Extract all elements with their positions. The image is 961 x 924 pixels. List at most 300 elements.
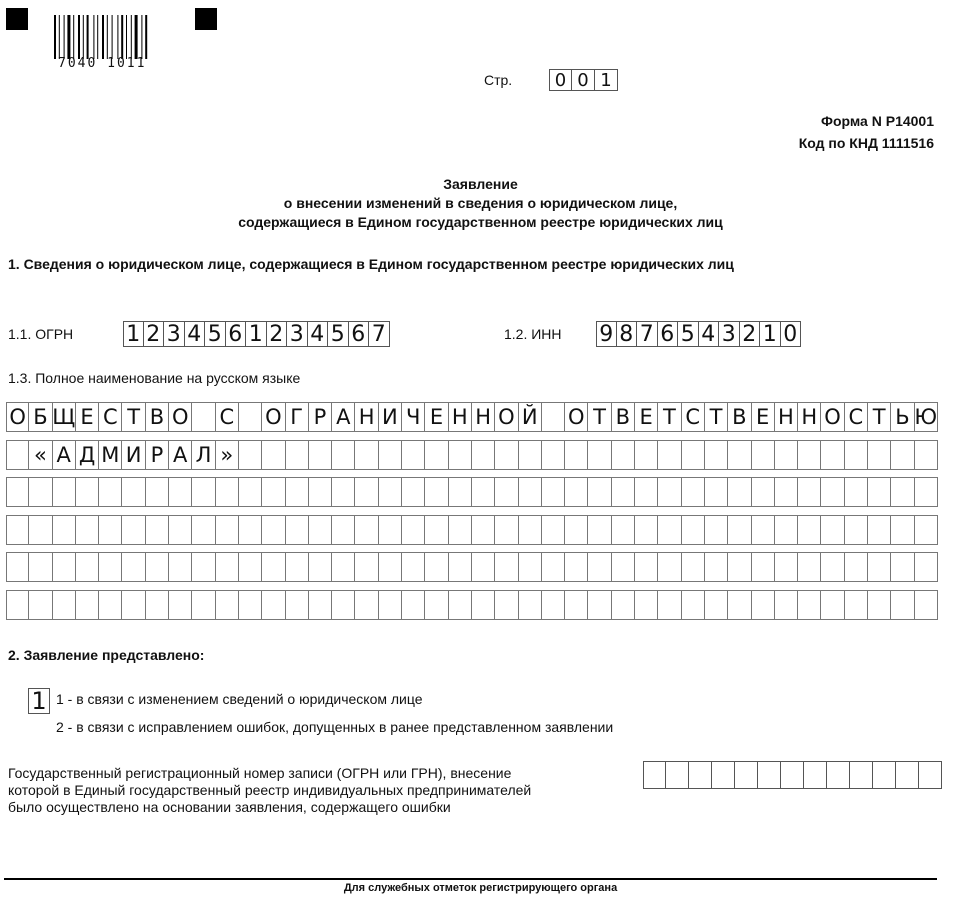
section1-heading: 1. Сведения о юридическом лице, содержащиеся в Едином государственном реестре юридических лиц bbox=[8, 256, 734, 272]
name-char-cell bbox=[682, 590, 705, 620]
name-char-cell: С bbox=[99, 402, 122, 432]
name-char-cell: Н bbox=[775, 402, 798, 432]
name-char-cell bbox=[565, 515, 588, 545]
name-char-cell bbox=[798, 440, 821, 470]
name-row[interactable] bbox=[6, 590, 938, 620]
name-char-cell bbox=[752, 552, 775, 582]
name-char-cell: Н bbox=[355, 402, 378, 432]
page-number-cells[interactable] bbox=[549, 69, 618, 91]
name-char-cell bbox=[332, 477, 355, 507]
name-char-cell bbox=[612, 477, 635, 507]
name-char-cell: « bbox=[29, 440, 52, 470]
name-char-cell: Т bbox=[122, 402, 145, 432]
name-char-cell bbox=[775, 477, 798, 507]
name-char-cell: А bbox=[53, 440, 76, 470]
name-char-cell bbox=[332, 552, 355, 582]
name-char-cell: Й bbox=[519, 402, 542, 432]
name-char-cell bbox=[402, 440, 425, 470]
name-char-cell bbox=[752, 440, 775, 470]
name-char-cell bbox=[146, 477, 169, 507]
name-char-cell bbox=[845, 477, 868, 507]
full-name-label: 1.3. Полное наименование на русском языке bbox=[8, 370, 301, 386]
name-char-cell bbox=[99, 590, 122, 620]
name-char-cell bbox=[588, 590, 611, 620]
name-char-cell bbox=[915, 552, 938, 582]
name-char-cell: О bbox=[565, 402, 588, 432]
name-char-cell bbox=[915, 477, 938, 507]
name-char-cell bbox=[309, 477, 332, 507]
name-char-cell bbox=[192, 552, 215, 582]
ogrn-field[interactable] bbox=[123, 321, 390, 347]
title-line: содержащиеся в Едином государственном реестре юридических лиц bbox=[238, 214, 723, 230]
grn-digit bbox=[712, 761, 735, 789]
name-char-cell bbox=[216, 515, 239, 545]
name-char-cell bbox=[99, 552, 122, 582]
name-char-cell bbox=[495, 477, 518, 507]
grn-digit bbox=[919, 761, 942, 789]
name-char-cell bbox=[425, 552, 448, 582]
grn-digit bbox=[850, 761, 873, 789]
barcode-number: 7040 1011 bbox=[58, 56, 147, 71]
name-char-cell bbox=[6, 477, 29, 507]
name-char-cell bbox=[891, 515, 914, 545]
inn-field[interactable] bbox=[596, 321, 801, 347]
name-char-cell bbox=[658, 440, 681, 470]
name-char-cell: » bbox=[216, 440, 239, 470]
name-char-cell bbox=[169, 552, 192, 582]
name-char-cell bbox=[682, 440, 705, 470]
name-char-cell bbox=[588, 515, 611, 545]
option-2-text: 2 - в связи с исправлением ошибок, допущенных в ранее представленном заявлении bbox=[56, 719, 614, 735]
name-char-cell bbox=[146, 515, 169, 545]
inn-digit: 3 bbox=[719, 321, 740, 347]
name-char-cell: Г bbox=[286, 402, 309, 432]
name-char-cell: Д bbox=[76, 440, 99, 470]
name-char-cell: Т bbox=[658, 402, 681, 432]
page-digit: 1 bbox=[595, 69, 618, 91]
name-char-cell bbox=[821, 440, 844, 470]
name-char-cell bbox=[658, 477, 681, 507]
name-char-cell: О bbox=[169, 402, 192, 432]
name-char-cell bbox=[216, 477, 239, 507]
grn-description bbox=[8, 765, 531, 816]
grn-description-line: которой в Единый государственный реестр индивидуальных предпринимателей bbox=[8, 782, 532, 798]
name-char-cell: Р bbox=[146, 440, 169, 470]
name-char-cell bbox=[915, 515, 938, 545]
name-char-cell bbox=[379, 515, 402, 545]
name-char-cell bbox=[821, 515, 844, 545]
name-char-cell bbox=[192, 402, 215, 432]
grn-digit bbox=[804, 761, 827, 789]
name-char-cell: Ч bbox=[402, 402, 425, 432]
name-char-cell bbox=[76, 552, 99, 582]
name-char-cell bbox=[752, 515, 775, 545]
name-char-cell bbox=[262, 477, 285, 507]
name-char-cell bbox=[192, 477, 215, 507]
page-label: Стр. bbox=[484, 72, 513, 88]
name-char-cell bbox=[309, 440, 332, 470]
grn-description-line: было осуществлено на основании заявления, содержащего ошибки bbox=[8, 799, 451, 815]
name-char-cell bbox=[402, 590, 425, 620]
name-char-cell bbox=[682, 552, 705, 582]
name-char-cell bbox=[728, 477, 751, 507]
name-char-cell: А bbox=[169, 440, 192, 470]
name-char-cell bbox=[239, 552, 262, 582]
name-char-cell bbox=[192, 590, 215, 620]
ogrn-digit: 1 bbox=[123, 321, 144, 347]
name-char-cell bbox=[332, 590, 355, 620]
ogrn-digit: 3 bbox=[164, 321, 185, 347]
name-char-cell bbox=[449, 515, 472, 545]
name-char-cell bbox=[169, 590, 192, 620]
name-char-cell bbox=[99, 515, 122, 545]
name-char-cell bbox=[169, 515, 192, 545]
name-char-cell bbox=[821, 590, 844, 620]
name-char-cell bbox=[519, 552, 542, 582]
name-char-cell: Н bbox=[798, 402, 821, 432]
name-char-cell: Н bbox=[472, 402, 495, 432]
name-char-cell bbox=[402, 515, 425, 545]
name-char-cell bbox=[635, 590, 658, 620]
name-char-cell: Ю bbox=[915, 402, 938, 432]
name-char-cell bbox=[425, 590, 448, 620]
title-line: Заявление bbox=[443, 176, 518, 192]
name-char-cell bbox=[821, 552, 844, 582]
name-char-cell bbox=[682, 515, 705, 545]
name-char-cell bbox=[355, 515, 378, 545]
name-row[interactable] bbox=[6, 515, 938, 545]
name-char-cell bbox=[29, 590, 52, 620]
name-char-cell bbox=[472, 440, 495, 470]
name-char-cell bbox=[332, 440, 355, 470]
submission-reason-value: 1 bbox=[28, 688, 50, 714]
name-char-cell bbox=[588, 552, 611, 582]
name-char-cell bbox=[262, 440, 285, 470]
name-char-cell: Е bbox=[425, 402, 448, 432]
ogrn-digit: 6 bbox=[226, 321, 247, 347]
name-char-cell: В bbox=[146, 402, 169, 432]
inn-digit: 6 bbox=[658, 321, 679, 347]
grn-description-line: Государственный регистрационный номер записи (ОГРН или ГРН), внесение bbox=[8, 765, 512, 781]
inn-digit: 9 bbox=[596, 321, 617, 347]
name-char-cell bbox=[122, 477, 145, 507]
ogrn-digit: 3 bbox=[287, 321, 308, 347]
name-char-cell bbox=[6, 440, 29, 470]
name-char-cell bbox=[705, 440, 728, 470]
name-char-cell bbox=[682, 477, 705, 507]
name-char-cell bbox=[29, 477, 52, 507]
name-char-cell: О bbox=[495, 402, 518, 432]
ogrn-digit: 5 bbox=[328, 321, 349, 347]
name-char-cell bbox=[868, 440, 891, 470]
name-char-cell bbox=[542, 590, 565, 620]
grn-digit bbox=[781, 761, 804, 789]
name-char-cell bbox=[379, 477, 402, 507]
name-char-cell bbox=[891, 440, 914, 470]
name-char-cell bbox=[449, 477, 472, 507]
name-char-cell: А bbox=[332, 402, 355, 432]
name-char-cell bbox=[239, 515, 262, 545]
name-char-cell bbox=[286, 440, 309, 470]
footer-note: Для служебных отметок регистрирующего органа bbox=[343, 882, 618, 894]
name-char-cell bbox=[169, 477, 192, 507]
name-char-cell bbox=[635, 477, 658, 507]
name-char-cell bbox=[286, 590, 309, 620]
name-char-cell bbox=[262, 590, 285, 620]
name-char-cell bbox=[239, 402, 262, 432]
name-char-cell bbox=[146, 590, 169, 620]
name-char-cell bbox=[845, 440, 868, 470]
page-digit: 0 bbox=[549, 69, 572, 91]
name-char-cell bbox=[612, 590, 635, 620]
name-char-cell bbox=[425, 515, 448, 545]
name-char-cell bbox=[192, 515, 215, 545]
name-char-cell bbox=[868, 590, 891, 620]
title-line: о внесении изменений в сведения о юридическом лице, bbox=[283, 195, 678, 211]
name-char-cell bbox=[565, 440, 588, 470]
name-char-cell bbox=[425, 440, 448, 470]
name-char-cell bbox=[262, 552, 285, 582]
name-char-cell bbox=[53, 590, 76, 620]
form-knd: Код по КНД 1111516 bbox=[798, 135, 934, 151]
name-char-cell: О bbox=[262, 402, 285, 432]
name-char-cell: Т bbox=[588, 402, 611, 432]
name-char-cell: В bbox=[612, 402, 635, 432]
name-char-cell: И bbox=[379, 402, 402, 432]
name-char-cell bbox=[728, 515, 751, 545]
name-char-cell bbox=[565, 552, 588, 582]
name-char-cell bbox=[379, 552, 402, 582]
name-char-cell bbox=[53, 552, 76, 582]
name-char-cell bbox=[542, 552, 565, 582]
ogrn-digit: 1 bbox=[246, 321, 267, 347]
name-char-cell: Р bbox=[309, 402, 332, 432]
name-char-cell bbox=[752, 477, 775, 507]
name-char-cell bbox=[495, 590, 518, 620]
name-char-cell bbox=[286, 477, 309, 507]
form-id bbox=[799, 110, 934, 154]
inn-digit: 2 bbox=[740, 321, 761, 347]
grn-field[interactable] bbox=[643, 761, 942, 789]
name-char-cell bbox=[728, 552, 751, 582]
grn-digit bbox=[873, 761, 896, 789]
name-char-cell bbox=[286, 515, 309, 545]
name-char-cell bbox=[309, 552, 332, 582]
name-char-cell: Ь bbox=[891, 402, 914, 432]
name-char-cell bbox=[705, 590, 728, 620]
name-char-cell bbox=[775, 552, 798, 582]
name-char-cell bbox=[542, 440, 565, 470]
name-char-cell: Н bbox=[449, 402, 472, 432]
name-char-cell bbox=[122, 590, 145, 620]
name-char-cell bbox=[612, 440, 635, 470]
section2-heading: 2. Заявление представлено: bbox=[8, 647, 205, 663]
ogrn-digit: 4 bbox=[185, 321, 206, 347]
footer-divider bbox=[4, 878, 937, 880]
name-char-cell bbox=[891, 477, 914, 507]
name-char-cell bbox=[915, 440, 938, 470]
name-char-cell bbox=[355, 590, 378, 620]
name-char-cell bbox=[705, 477, 728, 507]
name-char-cell bbox=[6, 515, 29, 545]
name-char-cell bbox=[449, 552, 472, 582]
name-char-cell bbox=[216, 552, 239, 582]
inn-digit: 8 bbox=[617, 321, 638, 347]
barcode bbox=[54, 12, 166, 62]
name-char-cell bbox=[286, 552, 309, 582]
inn-label: 1.2. ИНН bbox=[504, 326, 562, 342]
name-char-cell bbox=[6, 590, 29, 620]
name-char-cell bbox=[565, 590, 588, 620]
name-char-cell bbox=[425, 477, 448, 507]
name-char-cell: О bbox=[6, 402, 29, 432]
name-char-cell bbox=[99, 477, 122, 507]
name-char-cell bbox=[542, 477, 565, 507]
name-char-cell bbox=[565, 477, 588, 507]
name-char-cell bbox=[472, 590, 495, 620]
name-char-cell bbox=[728, 590, 751, 620]
inn-digit: 0 bbox=[781, 321, 802, 347]
name-char-cell: Т bbox=[868, 402, 891, 432]
name-char-cell bbox=[798, 477, 821, 507]
grn-digit bbox=[896, 761, 919, 789]
name-char-cell: И bbox=[122, 440, 145, 470]
name-char-cell bbox=[262, 515, 285, 545]
name-char-cell bbox=[519, 440, 542, 470]
name-char-cell bbox=[355, 552, 378, 582]
document-title bbox=[0, 175, 961, 232]
name-char-cell bbox=[495, 515, 518, 545]
name-char-cell bbox=[821, 477, 844, 507]
name-char-cell bbox=[891, 590, 914, 620]
inn-digit: 4 bbox=[699, 321, 720, 347]
name-char-cell bbox=[402, 477, 425, 507]
name-char-cell bbox=[588, 477, 611, 507]
name-char-cell bbox=[379, 590, 402, 620]
name-char-cell bbox=[495, 440, 518, 470]
ogrn-digit: 2 bbox=[267, 321, 288, 347]
name-char-cell bbox=[542, 515, 565, 545]
name-char-cell bbox=[891, 552, 914, 582]
name-row[interactable] bbox=[6, 477, 938, 507]
name-char-cell bbox=[53, 515, 76, 545]
name-char-cell bbox=[542, 402, 565, 432]
ogrn-digit: 6 bbox=[349, 321, 370, 347]
submission-reason-field[interactable] bbox=[28, 688, 50, 714]
name-char-cell bbox=[216, 590, 239, 620]
name-char-cell bbox=[53, 477, 76, 507]
name-char-cell bbox=[588, 440, 611, 470]
name-char-cell bbox=[705, 515, 728, 545]
name-char-cell bbox=[658, 552, 681, 582]
name-char-cell bbox=[635, 440, 658, 470]
name-char-cell bbox=[612, 515, 635, 545]
ogrn-digit: 2 bbox=[144, 321, 165, 347]
name-char-cell bbox=[355, 440, 378, 470]
name-char-cell bbox=[495, 552, 518, 582]
name-char-cell bbox=[868, 477, 891, 507]
grn-digit bbox=[827, 761, 850, 789]
name-char-cell bbox=[29, 515, 52, 545]
name-char-cell bbox=[798, 515, 821, 545]
name-char-cell bbox=[379, 440, 402, 470]
name-row[interactable] bbox=[6, 402, 938, 432]
name-char-cell bbox=[612, 552, 635, 582]
grn-digit bbox=[735, 761, 758, 789]
name-char-cell bbox=[635, 552, 658, 582]
registration-marker-left bbox=[6, 8, 28, 30]
name-char-cell bbox=[6, 552, 29, 582]
inn-digit: 5 bbox=[678, 321, 699, 347]
option-1-text: 1 - в связи с изменением сведений о юридическом лице bbox=[56, 691, 423, 707]
name-char-cell bbox=[915, 590, 938, 620]
ogrn-digit: 5 bbox=[205, 321, 226, 347]
ogrn-digit: 4 bbox=[308, 321, 329, 347]
name-char-cell bbox=[239, 590, 262, 620]
name-char-cell bbox=[449, 590, 472, 620]
name-char-cell: С bbox=[845, 402, 868, 432]
name-char-cell bbox=[658, 515, 681, 545]
grn-digit bbox=[666, 761, 689, 789]
name-char-cell: Е bbox=[76, 402, 99, 432]
page-digit: 0 bbox=[572, 69, 595, 91]
ogrn-label: 1.1. ОГРН bbox=[8, 326, 74, 342]
grn-digit bbox=[643, 761, 666, 789]
name-char-cell bbox=[752, 590, 775, 620]
name-row[interactable] bbox=[6, 552, 938, 582]
name-char-cell bbox=[472, 515, 495, 545]
name-char-cell bbox=[122, 515, 145, 545]
name-char-cell bbox=[29, 552, 52, 582]
name-char-cell bbox=[472, 477, 495, 507]
name-char-cell bbox=[449, 440, 472, 470]
name-char-cell bbox=[868, 515, 891, 545]
name-char-cell bbox=[798, 552, 821, 582]
name-char-cell: О bbox=[821, 402, 844, 432]
name-char-cell bbox=[76, 477, 99, 507]
name-char-cell: М bbox=[99, 440, 122, 470]
inn-digit: 7 bbox=[637, 321, 658, 347]
name-char-cell: С bbox=[216, 402, 239, 432]
name-char-cell: Т bbox=[705, 402, 728, 432]
name-char-cell bbox=[519, 590, 542, 620]
name-char-cell bbox=[775, 440, 798, 470]
name-char-cell bbox=[402, 552, 425, 582]
name-row[interactable] bbox=[6, 440, 938, 470]
name-char-cell: Щ bbox=[53, 402, 76, 432]
name-char-cell bbox=[845, 515, 868, 545]
name-char-cell bbox=[239, 477, 262, 507]
name-char-cell bbox=[798, 590, 821, 620]
name-char-cell bbox=[146, 552, 169, 582]
name-char-cell bbox=[76, 515, 99, 545]
name-char-cell: С bbox=[682, 402, 705, 432]
name-char-cell: Е bbox=[752, 402, 775, 432]
name-char-cell bbox=[658, 590, 681, 620]
name-char-cell bbox=[519, 477, 542, 507]
registration-marker-right bbox=[195, 8, 217, 30]
grn-digit bbox=[758, 761, 781, 789]
name-char-cell bbox=[472, 552, 495, 582]
name-char-cell bbox=[76, 590, 99, 620]
name-char-cell bbox=[845, 590, 868, 620]
ogrn-digit: 7 bbox=[369, 321, 390, 347]
form-number: Форма N Р14001 bbox=[821, 113, 934, 129]
name-char-cell bbox=[239, 440, 262, 470]
name-char-cell bbox=[309, 515, 332, 545]
name-char-cell bbox=[775, 515, 798, 545]
name-char-cell: Б bbox=[29, 402, 52, 432]
